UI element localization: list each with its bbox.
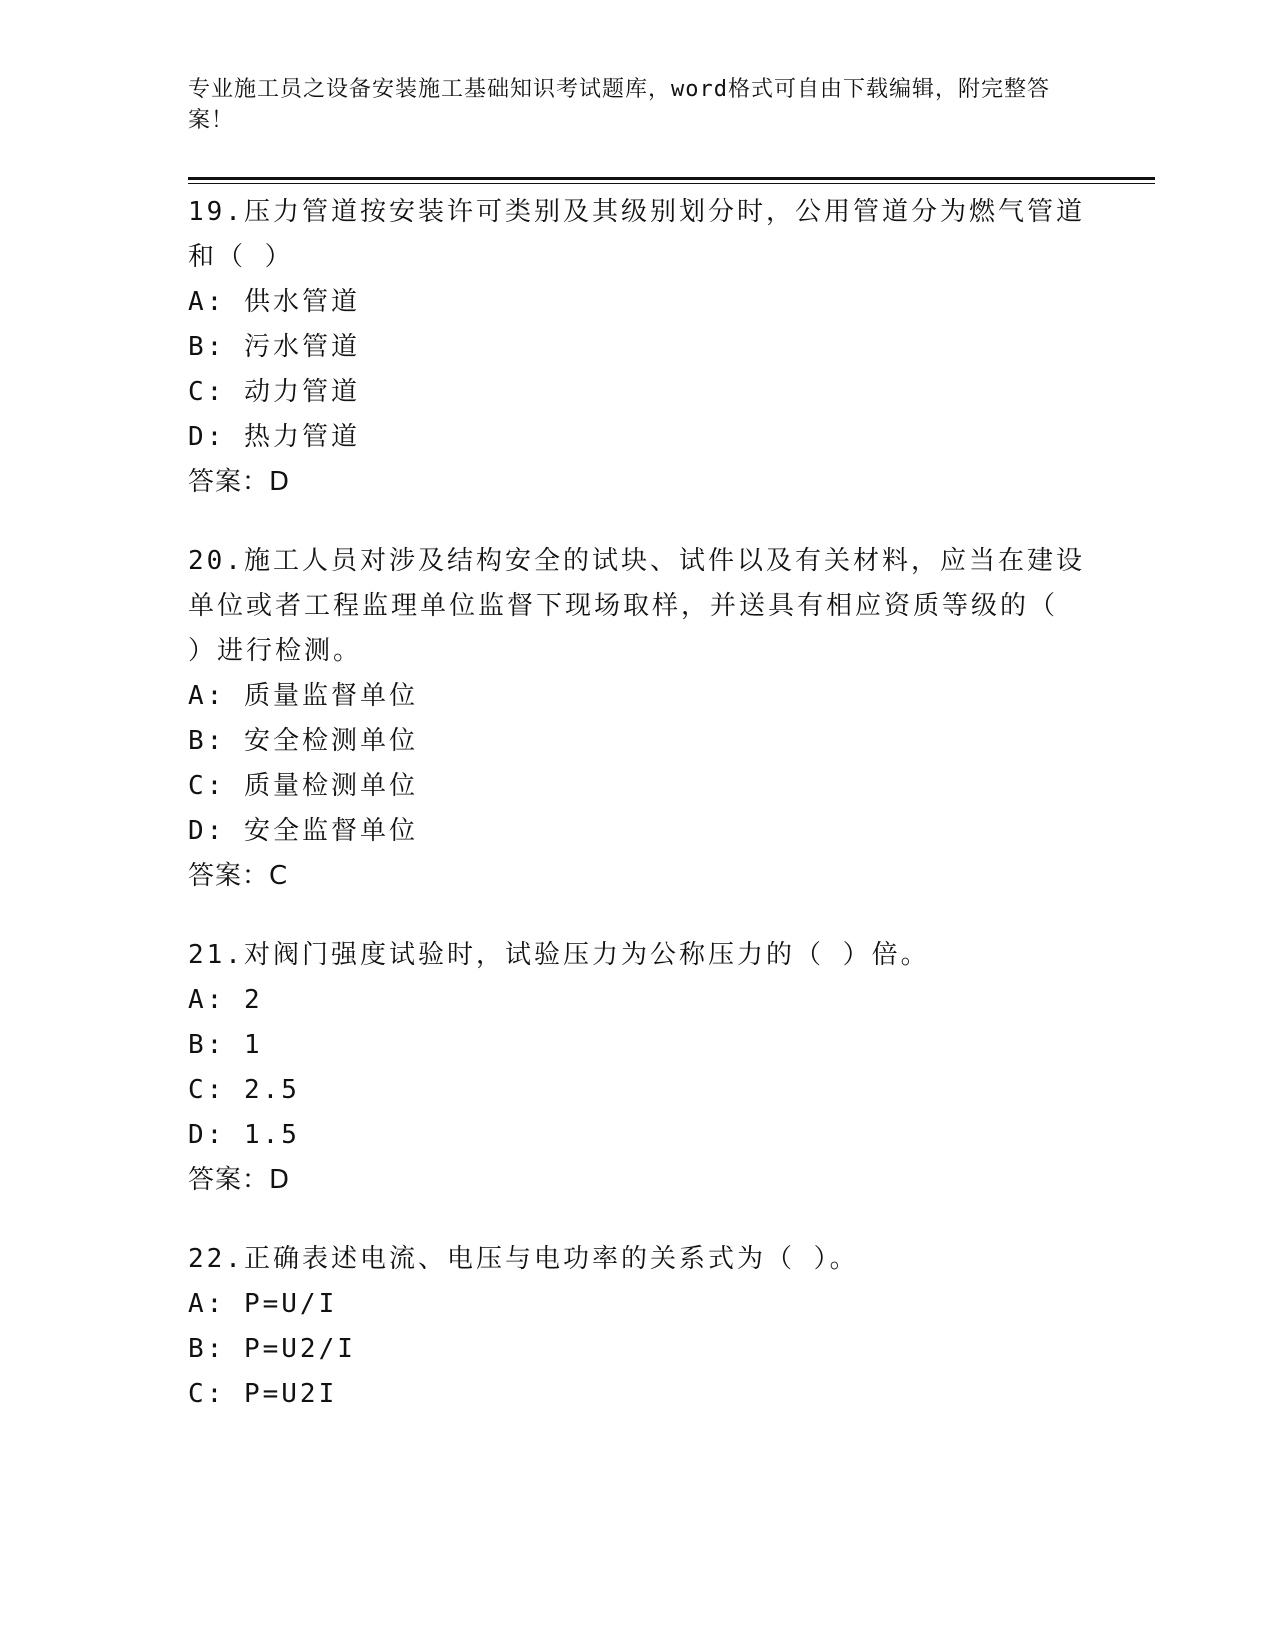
option-c: C: 2.5 (188, 1075, 300, 1105)
question-text: 21.对阀门强度试验时，试验压力为公称压力的（ ）倍。 (188, 940, 930, 970)
option-a: A: P=U/I (188, 1289, 338, 1319)
option-a: A: 质量监督单位 (188, 681, 418, 711)
question-19 (188, 190, 1088, 505)
option-a: A: 供水管道 (188, 287, 360, 317)
question-20 (188, 539, 1088, 899)
option-a: A: 2 (188, 985, 263, 1015)
question-list (188, 190, 1088, 1451)
question-text: 22.正确表述电流、电压与电功率的关系式为（ ）。 (188, 1244, 859, 1274)
option-c: C: 质量检测单位 (188, 771, 418, 801)
question-22 (188, 1237, 1088, 1417)
question-text: 19.压力管道按安装许可类别及其级别划分时，公用管道分为燃气管道和（ ） (188, 197, 1085, 272)
option-d: D: 热力管道 (188, 422, 360, 452)
option-d: D: 安全监督单位 (188, 816, 418, 846)
question-21 (188, 933, 1088, 1203)
header-divider-thick (188, 177, 1155, 180)
option-c: C: 动力管道 (188, 377, 360, 407)
answer: 答案：D (188, 467, 291, 497)
option-c: C: P=U2I (188, 1379, 338, 1409)
option-b: B: 1 (188, 1030, 263, 1060)
option-b: B: P=U2/I (188, 1334, 356, 1364)
header-divider-thin (188, 183, 1155, 184)
option-b: B: 污水管道 (188, 332, 360, 362)
answer: 答案：D (188, 1165, 291, 1195)
option-d: D: 1.5 (188, 1120, 300, 1150)
option-b: B: 安全检测单位 (188, 726, 418, 756)
answer: 答案：C (188, 861, 289, 891)
question-text: 20.施工人员对涉及结构安全的试块、试件以及有关材料，应当在建设单位或者工程监理单位监督下现场取样，并送具有相应资质等级的（ ）进行检测。 (188, 546, 1085, 666)
page-header: 专业施工员之设备安装施工基础知识考试题库，word格式可自由下载编辑，附完整答案！ (188, 77, 1050, 133)
